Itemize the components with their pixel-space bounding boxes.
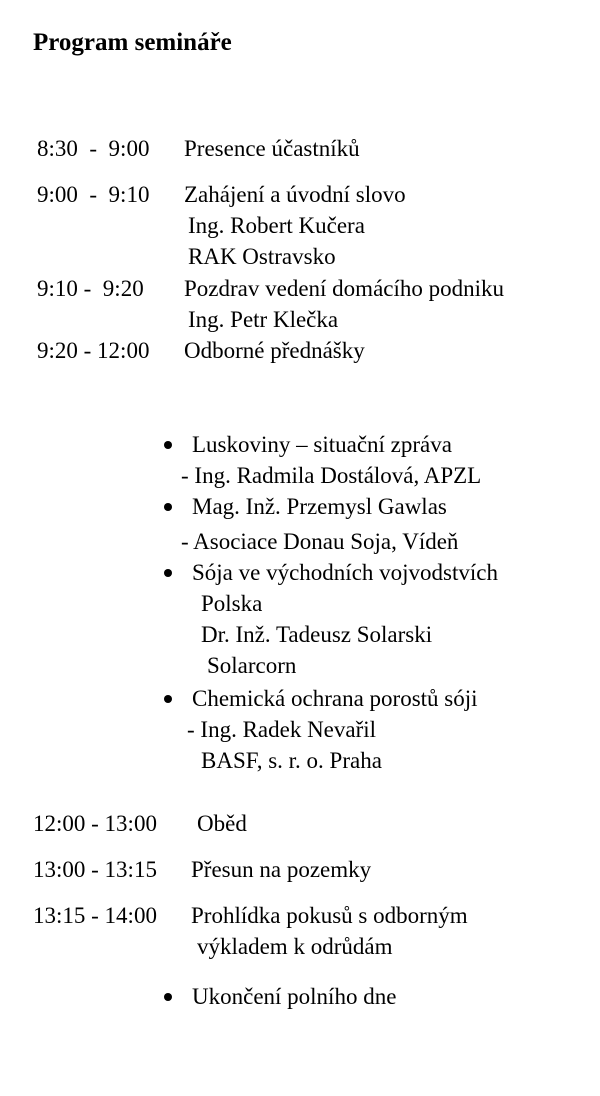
schedule-item: Odborné přednášky	[184, 338, 365, 363]
lecture-topic-continued: Polska	[201, 591, 263, 616]
bullet-icon	[164, 503, 172, 511]
schedule-item: Prohlídka pokusů s odborným	[191, 903, 468, 928]
lecture-topic: Luskoviny – situační zpráva	[192, 432, 452, 457]
schedule-time: 9:00 - 9:10	[37, 182, 150, 207]
schedule-item: Zahájení a úvodní slovo	[184, 182, 406, 207]
lecture-speaker: - Ing. Radek Nevařil	[187, 717, 377, 742]
closing-item: Ukončení polního dne	[192, 984, 397, 1009]
schedule-item: Přesun na pozemky	[191, 857, 372, 882]
page-title: Program semináře	[33, 29, 232, 56]
schedule-item: Presence účastníků	[184, 136, 360, 161]
lecture-speaker: Dr. Inž. Tadeusz Solarski	[201, 622, 433, 647]
schedule-time: 8:30 - 9:00	[37, 136, 150, 161]
schedule-speaker: Ing. Robert Kučera	[188, 213, 365, 238]
schedule-time: 12:00 - 13:00	[33, 811, 157, 836]
bullet-icon	[164, 993, 172, 1001]
lecture-organization: BASF, s. r. o. Praha	[201, 748, 382, 773]
lecture-topic: Sója ve východních vojvodstvích	[192, 560, 498, 585]
lecture-speaker: Mag. Inž. Przemysl Gawlas	[192, 494, 447, 519]
lecture-topic: Chemická ochrana porostů sóji	[192, 686, 478, 711]
schedule-item-continued: výkladem k odrůdám	[197, 934, 393, 959]
lecture-speaker: - Ing. Radmila Dostálová, APZL	[181, 463, 482, 488]
schedule-organization: RAK Ostravsko	[188, 244, 336, 269]
schedule-item: Pozdrav vedení domácího podniku	[184, 276, 505, 301]
schedule-time: 13:15 - 14:00	[33, 903, 157, 928]
bullet-icon	[164, 695, 172, 703]
schedule-time: 9:10 - 9:20	[37, 276, 144, 301]
bullet-icon	[164, 569, 172, 577]
schedule-item: Oběd	[197, 811, 247, 836]
bullet-icon	[164, 441, 172, 449]
lecture-organization: - Asociace Donau Soja, Vídeň	[181, 529, 459, 554]
schedule-time: 9:20 - 12:00	[37, 338, 150, 363]
schedule-speaker: Ing. Petr Klečka	[188, 307, 339, 332]
schedule-time: 13:00 - 13:15	[33, 857, 157, 882]
lecture-organization: Solarcorn	[207, 653, 297, 678]
